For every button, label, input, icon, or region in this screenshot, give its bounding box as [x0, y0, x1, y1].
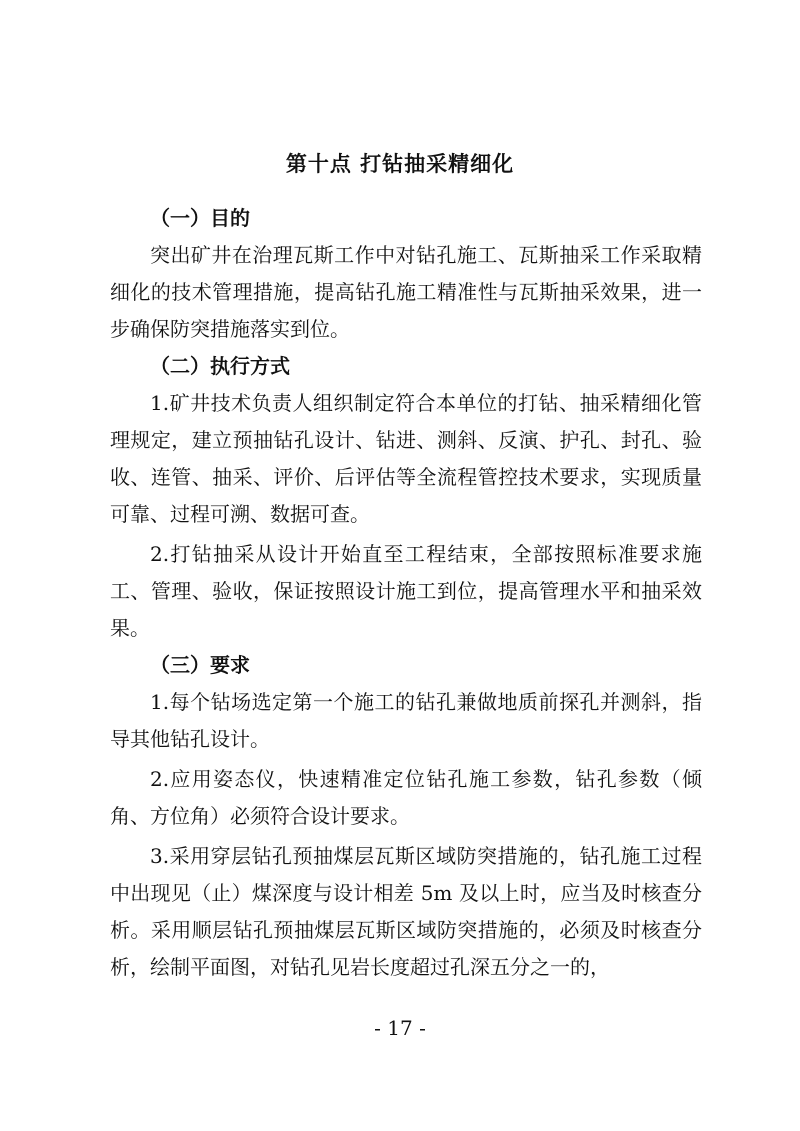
- document-body: [110, 200, 702, 986]
- paragraph-requirement-2: 2.应用姿态仪，快速精准定位钻孔施工参数，钻孔参数（倾角、方位角）必须符合设计要求。: [110, 767, 702, 828]
- paragraph-requirement-3: 3.采用穿层钻孔预抽煤层瓦斯区域防突措施的，钻孔施工过程中出现见（止）煤深度与设计相差 5m 及以上时，应当及时核查分析。采用顺层钻孔预抽煤层瓦斯区域防突措施的，必须及时核查分析，绘制平面图，对钻孔见岩长度超过孔深五分之一的，: [110, 844, 702, 979]
- paragraph-execution-1: 1.矿井技术负责人组织制定符合本单位的打钻、抽采精细化管理规定，建立预抽钻孔设计、钻进、测斜、反演、护孔、封孔、验收、连管、抽采、评价、后评估等全流程管控技术要求，实现质量可靠、过程可溯、数据可查。: [110, 391, 702, 526]
- paragraph-execution-2: 2.打钻抽采从设计开始直至工程结束，全部按照标准要求施工、管理、验收，保证按照设计施工到位，提高管理水平和抽采效果。: [110, 542, 702, 640]
- section-heading-requirements: （三）要求: [150, 653, 250, 677]
- paragraph-requirement-1: 1.每个钻场选定第一个施工的钻孔兼做地质前探孔并测斜，指导其他钻孔设计。: [110, 690, 702, 751]
- section-heading-execution: （二）执行方式: [150, 354, 290, 378]
- page-number: - 17 -: [374, 1016, 426, 1040]
- section-heading-purpose: （一）目的: [150, 206, 250, 230]
- paragraph-purpose: 突出矿井在治理瓦斯工作中对钻孔施工、瓦斯抽采工作采取精细化的技术管理措施，提高钻孔施工精准性与瓦斯抽采效果，进一步确保防突措施落实到位。: [110, 243, 702, 341]
- page-title: 第十点 打钻抽采精细化: [285, 152, 515, 176]
